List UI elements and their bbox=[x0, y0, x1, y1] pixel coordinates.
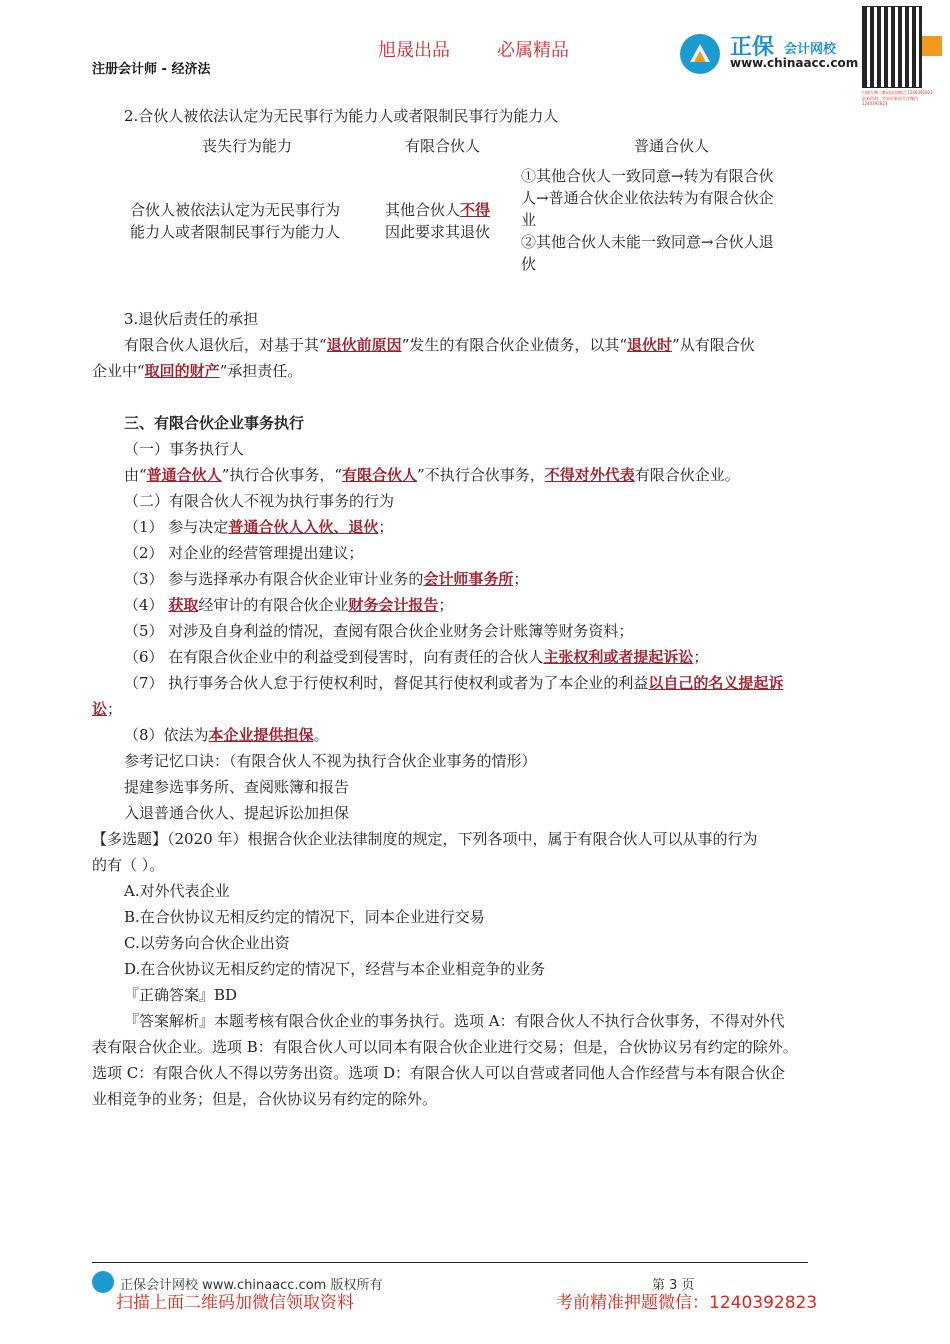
explanation-line4: 业相竞争的业务；但是，合伙协议另有约定的除外。 bbox=[92, 1090, 438, 1108]
option-a: A.对外代表企业 bbox=[124, 882, 230, 900]
text: ； bbox=[513, 570, 529, 588]
chinaacc-logo bbox=[680, 34, 860, 74]
table-cell-1-line2: 能力人或者限制民事行为能力人 bbox=[130, 223, 341, 241]
text: 经审计的有限合伙企业 bbox=[198, 596, 349, 614]
text: （8）依法为 bbox=[124, 726, 209, 744]
mnemonic-line1: 提建参选事务所、查阅账簿和报告 bbox=[124, 778, 350, 796]
list-item-8 bbox=[124, 722, 329, 748]
keyword: 普通合伙人 bbox=[146, 466, 222, 484]
question-stem-line2: 的有（ ）。 bbox=[92, 856, 165, 874]
keyword-quhuideicaichan: 取回的财产 bbox=[144, 362, 220, 380]
list-item-4 bbox=[124, 592, 453, 618]
text: （1） 参与决定 bbox=[124, 518, 229, 536]
section3-title: 3.退伙后责任的承担 bbox=[124, 310, 259, 328]
keyword: 会计师事务所 bbox=[423, 570, 514, 588]
text: （3） 参与选择承办有限合伙企业审计业务的 bbox=[124, 570, 424, 588]
text: ”从有限合伙 bbox=[672, 336, 755, 354]
list-item-5: （5） 对涉及自身利益的情况，查阅有限合伙企业财务会计账簿等财务资料； bbox=[124, 622, 634, 640]
keyword-tuihuoqian: 退伙前原因 bbox=[326, 336, 402, 354]
option-c: C.以劳务向合伙企业出资 bbox=[124, 934, 290, 952]
keyword: 以自己的名义提起诉 bbox=[648, 674, 784, 692]
text: 由“ bbox=[124, 466, 147, 484]
explanation-line1: 『答案解析』本题考核有限合伙企业的事务执行。选项 A：有限合伙人不执行合伙事务，不得对外代 bbox=[124, 1012, 785, 1030]
mnemonic-title: 参考记忆口诀：（有限合伙人不视为执行合伙企业事务的情形） bbox=[124, 752, 537, 770]
text: ； bbox=[378, 518, 394, 536]
keyword: 不得对外代表 bbox=[544, 466, 635, 484]
table-header-3: 普通合伙人 bbox=[634, 137, 710, 155]
table-cell-3-line5: 伙 bbox=[521, 255, 537, 273]
table-cell-2-line2: 因此要求其退伙 bbox=[385, 223, 491, 241]
qr-caption-1: 扫描左侧二维码添加微信 1240392823 bbox=[862, 90, 933, 95]
keyword: 本企业提供担保 bbox=[208, 726, 314, 744]
footer-page-number: 第 3 页 bbox=[652, 1278, 695, 1293]
footer-red-left: 扫描上面二维码加微信领取资料 bbox=[116, 1293, 354, 1313]
keyword: 讼 bbox=[92, 700, 108, 718]
mnemonic-line2: 入退普通合伙人、提起诉讼加担保 bbox=[124, 804, 350, 822]
subject-title: 注册会计师 - 经济法 bbox=[92, 62, 211, 77]
text: ”执行合伙事务，“ bbox=[221, 466, 343, 484]
section2-title: 2.合伙人被依法认定为无民事行为能力人或者限制民事行为能力人 bbox=[124, 107, 559, 125]
list-item-7-cont bbox=[92, 696, 122, 722]
keyword: 财务会计报告 bbox=[348, 596, 439, 614]
qr-code-block bbox=[862, 6, 944, 106]
part3-sub2: （二）有限合伙人不视为执行事务的行为 bbox=[124, 492, 395, 510]
logo-icon bbox=[680, 34, 720, 74]
footer-red-right: 考前精准押题微信：1240392823 bbox=[556, 1293, 818, 1313]
text: 企业中“ bbox=[92, 362, 145, 380]
text: ； bbox=[107, 700, 123, 718]
part3-sub1: （一）事务执行人 bbox=[124, 440, 245, 458]
text: （7） 执行事务合伙人怠于行使权利时，督促其行使权利或者为了本企业的利益 bbox=[124, 674, 649, 692]
list-item-2: （2） 对企业的经营管理提出建议； bbox=[124, 544, 364, 562]
slogan-right: 必属精品 bbox=[497, 40, 569, 61]
table-header-2: 有限合伙人 bbox=[405, 137, 481, 155]
text: ”不执行合伙事务， bbox=[417, 466, 545, 484]
list-item-6 bbox=[124, 644, 708, 670]
qr-badge-icon bbox=[922, 36, 942, 56]
table-cell-2-text: 其他合伙人 bbox=[385, 201, 461, 219]
explanation-line3: 选项 C：有限合伙人不得以劳务出资。选项 D：有限合伙人可以自营或者同他人合作经营与本有限合伙企 bbox=[92, 1064, 786, 1082]
section3-paragraph-line1 bbox=[124, 332, 755, 358]
text: ； bbox=[693, 648, 709, 666]
table-cell-3-line1: ①其他合伙人一致同意→转为有限合伙 bbox=[521, 167, 774, 185]
list-item-7 bbox=[124, 670, 783, 696]
keyword: 获取 bbox=[168, 596, 199, 614]
footer-logo-icon bbox=[92, 1271, 114, 1293]
list-item-1 bbox=[124, 514, 393, 540]
question-stem-line1: 【多选题】（2020 年）根据合伙企业法律制度的规定，下列各项中，属于有限合伙人可以从事的行为 bbox=[92, 830, 758, 848]
keyword: 普通合伙人入伙、退伙 bbox=[228, 518, 379, 536]
logo-main-text: 正保 bbox=[730, 35, 775, 60]
part3-title: 三、有限合伙企业事务执行 bbox=[124, 414, 305, 432]
logo-sub-text: 会计网校 bbox=[784, 42, 837, 57]
text: （4） bbox=[124, 596, 169, 614]
text: 。 bbox=[313, 726, 329, 744]
option-b: B.在合伙协议无相反约定的情况下，同本企业进行交易 bbox=[124, 908, 485, 926]
table-cell-1-line1: 合伙人被依法认定为无民事行为 bbox=[130, 201, 341, 219]
correct-answer: 『正确答案』BD bbox=[124, 986, 238, 1004]
keyword: 主张权利或者提起诉讼 bbox=[543, 648, 694, 666]
text: ； bbox=[438, 596, 454, 614]
text: （6） 在有限合伙企业中的利益受到侵害时，向有责任的合伙人 bbox=[124, 648, 544, 666]
logo-url-text: www.chinaacc.com bbox=[730, 56, 859, 70]
qr-code-icon bbox=[862, 6, 922, 88]
option-d: D.在合伙协议无相反约定的情况下，经营与本企业相竞争的业务 bbox=[124, 960, 546, 978]
list-item-3 bbox=[124, 566, 528, 592]
table-cell-2-line1 bbox=[385, 199, 490, 221]
text: ”发生的有限合伙企业债务，以其“ bbox=[401, 336, 628, 354]
section3-paragraph-line2 bbox=[92, 358, 302, 384]
table-cell-3-line2: 人→普通合伙企业依法转为有限合伙企 bbox=[521, 189, 774, 207]
part3-sub1-text bbox=[124, 462, 740, 488]
text: 有限合伙人退伙后，对基于其“ bbox=[124, 336, 327, 354]
qr-caption-2: 最新资料，考前更新请关注微信 1240392823 bbox=[862, 96, 918, 106]
explanation-line2: 表有限合伙企业。选项 B：有限合伙人可以同本有限合伙企业进行交易；但是，合伙协议另有约定的除外。 bbox=[92, 1038, 798, 1056]
text: ”承担责任。 bbox=[219, 362, 303, 380]
footer-copyright: 正保会计网校 www.chinaacc.com 版权所有 bbox=[120, 1278, 383, 1293]
keyword-bude: 不得 bbox=[460, 201, 491, 219]
text: 有限合伙企业。 bbox=[634, 466, 740, 484]
keyword-tuihuoshi: 退伙时 bbox=[627, 336, 673, 354]
table-cell-3-line3: 业 bbox=[521, 211, 537, 229]
table-cell-3-line4: ②其他合伙人未能一致同意→合伙人退 bbox=[521, 233, 774, 251]
footer-divider bbox=[92, 1262, 808, 1263]
keyword: 有限合伙人 bbox=[342, 466, 418, 484]
slogan-left: 旭晟出品 bbox=[378, 40, 450, 61]
table-header-1: 丧失行为能力 bbox=[202, 137, 293, 155]
